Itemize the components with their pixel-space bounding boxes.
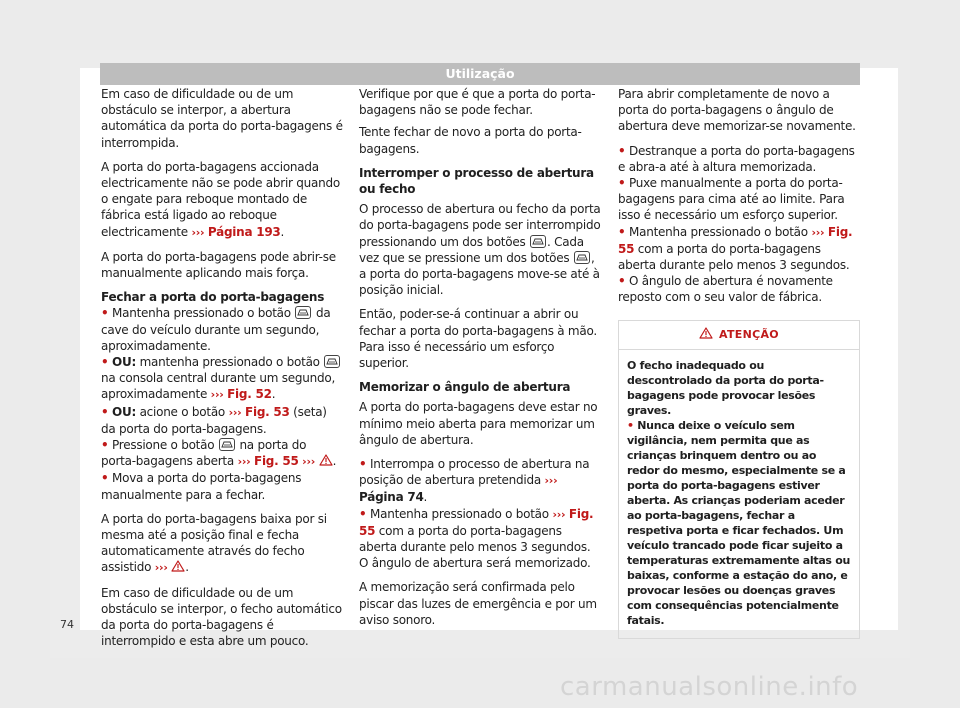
list-item: • OU: mantenha pressionado o botão na consola central durante um segundo, aproximadamente ››› Fig. 52. [101,354,343,404]
tailgate-button-icon [574,251,590,264]
tailgate-button-icon [324,355,340,368]
figure-ref-link[interactable]: Fig. 52 [227,387,272,402]
paragraph: A porta do porta-bagagens deve estar no mínimo meio aberta para memorizar um ângulo de abertura. [359,400,598,447]
warning-triangle-icon[interactable] [319,454,333,466]
page-ref-link[interactable]: Página 193 [207,224,281,239]
section-header-title: Utilização [445,66,515,81]
figure-ref-link[interactable]: Fig. 55 [254,454,299,469]
list-item: • Mantenha pressionado o botão da cave do veículo durante um segundo, aproximadamente. [101,306,331,353]
page-ref-link[interactable]: Página 74 [359,490,424,505]
subheading: Memorizar o ângulo de abertura [359,380,571,395]
paragraph: Em caso de dificuldade ou de um obstáculo se interpor, o fecho automático da porta do porta-bagagens é interrompido e esta abre um pouco. [101,585,342,649]
list-item: • O ângulo de abertura é novamente reposto com o seu valor de fábrica. [618,274,833,305]
list-item: • Pressione o botão na porta do porta-bagagens aberta ››› Fig. 55 ››› . [101,438,337,469]
warning-triangle-icon [699,327,713,339]
tailgate-button-icon [295,306,311,319]
figure-ref-link[interactable]: Fig. 53 [245,404,290,419]
subheading: Interromper o processo de abertura ou fecho [359,165,594,197]
paragraph: A porta do porta-bagagens accionada electricamente não se pode abrir quando o engate para reboque montado de fábrica está ligado ao reboque electricamente ››› Página 193. [101,159,340,239]
figure-ref-link[interactable]: Fig. 55 [359,506,594,538]
paragraph: A porta do porta-bagagens pode abrir-se manualmente aplicando mais força. [101,249,336,281]
warning-box-header [619,321,859,350]
tailgate-button-icon [219,438,235,451]
column-1 [101,86,343,658]
paragraph: O processo de abertura ou fecho da porta do porta-bagagens pode ser interrompido pressionando um dos botões . Cada vez que se pressione um dos botões , a porta do porta-bagagens move-se até à posição inicial. [359,202,601,298]
warning-box [618,320,860,639]
warning-triangle-icon[interactable] [171,560,185,572]
list-item: • OU: acione o botão ››› Fig. 53 (seta) da porta do porta-bagagens. [101,404,327,436]
warning-title: ATENÇÃO [719,327,779,341]
list-item: • Mantenha pressionado o botão ››› Fig. 55 com a porta do porta-bagagens aberta durante pelo menos 3 segundos. [618,224,853,273]
paragraph: Em caso de dificuldade ou de um obstáculo se interpor, a abertura automática da porta do porta-bagagens é interrompida. [101,87,343,150]
tailgate-button-icon [530,235,546,248]
list-item: • Mantenha pressionado o botão ››› Fig. 55 com a porta do porta-bagagens aberta durante pelo menos 3 segundos. O ângulo de abertura será memorizado. [359,506,594,571]
section-header-bar [100,63,860,85]
subheading: Fechar a porta do porta-bagagens [101,290,325,305]
page-number: 74 [60,618,74,631]
column-2 [359,86,601,636]
paragraph: Então, poder-se-á continuar a abrir ou fechar a porta do porta-bagagens à mão. Para isso é necessário um esforço superior. [359,307,597,371]
paragraph: A memorização será confirmada pelo piscar das luzes de emergência e por um aviso sonoro. [359,580,597,627]
figure-ref-link[interactable]: Fig. 55 [618,224,853,256]
watermark: carmanualsonline.info [560,672,859,702]
warning-list-item: • Nunca deixe o veículo sem vigilância, nem permita que as crianças brinquem dentro ou ao redor do mesmo, especialmente se a porta do porta-bagagens estiver aberta. As crianças poderiam aceder ao porta-bagagens, fechar a respetiva porta e ficar fechados. Um veículo trancado pode ficar sujeito a temperaturas extremamente altas ou baixas, conforme a estação do ano, e provocar lesões ou doenças graves com consequências potencialmente fatais. [627,418,851,627]
paragraph: Tente fechar de novo a porta do porta-bagagens. [359,125,582,156]
column-3 [618,86,860,639]
warning-paragraph: O fecho inadequado ou descontrolado da porta do porta-bagagens pode provocar lesões graves. [627,358,824,417]
list-item: • Mova a porta do porta-bagagens manualmente para a fechar. [101,471,302,502]
list-item: • Destranque a porta do porta-bagagens e abra-a até à altura memorizada. [618,143,855,174]
paragraph: Para abrir completamente de novo a porta do porta-bagagens o ângulo de abertura deve memorizar-se novamente. [618,87,856,134]
paragraph: Verifique por que é que a porta do porta-bagagens não se pode fechar. [359,87,596,118]
list-item: • Interrompa o processo de abertura na posição de abertura pretendida ››› Página 74. [359,457,590,505]
paragraph: A porta do porta-bagagens baixa por si mesma até a posição final e fecha automaticamente através do fecho assistido ››› . [101,511,327,575]
list-item: • Puxe manualmente a porta do porta-bagagens para cima até ao limite. Para isso é necessário um esforço superior. [618,176,845,223]
warning-body [619,350,859,638]
